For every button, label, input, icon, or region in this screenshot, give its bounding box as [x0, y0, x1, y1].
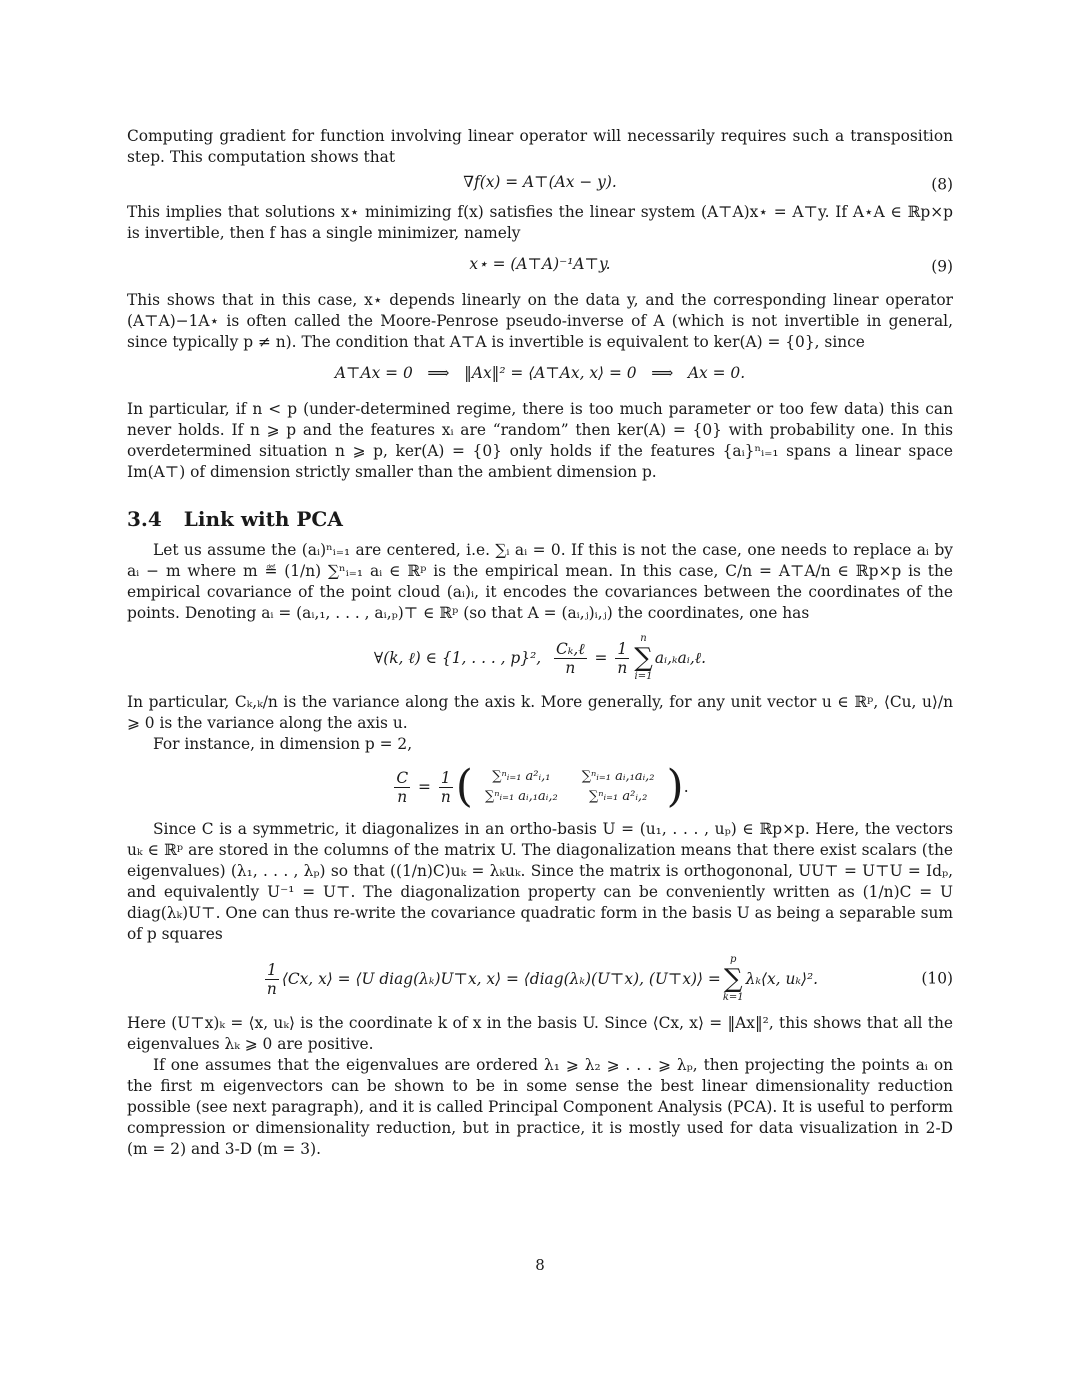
section-heading: [127, 509, 953, 530]
equation-9: [127, 254, 953, 280]
paragraph: Since C is a symmetric, it diagonalizes in an ortho-basis U = (u₁, . . . , uₚ) ∈ ℝp×p. Here, the vectors uₖ ∈ ℝᵖ are stored in the columns of the matrix U. The diagonalization means that there exist scalars (the eigenvalues) (λ₁, . . . , λₚ) so that ((1/n)C)uₖ = λₖuₖ. Since the matrix is orthogononal, UU⊤ = U⊤U = Idₚ, and equivalently U⁻¹ = U⊤. The diagonalization property can be conveniently written as (1/n)C = U diag(λₖ)U⊤. One can thus re-write the covariance quadratic form in the basis U as being a separable sum of p squares: [127, 820, 953, 943]
paragraph: Computing gradient for function involving linear operator will necessarily requires such a transposition step. This computation shows that: [127, 127, 953, 166]
equation-body: A⊤Ax = 0 ⟹ ‖Ax‖² = ⟨A⊤Ax, x⟩ = 0 ⟹ Ax = 0.: [334, 364, 746, 382]
section-number: 3.4: [127, 507, 162, 531]
paragraph: Let us assume the (aᵢ)ⁿᵢ₌₁ are centered, i.e. ∑ᵢ aᵢ = 0. If this is not the case, one needs to replace aᵢ by aᵢ − m where m ≝ (1/n) ∑ⁿᵢ₌₁ aᵢ ∈ ℝᵖ is the empirical mean. In this case, C/n = A⊤A/n ∈ ℝp×p is the empirical covariance of the point cloud (aᵢ)ᵢ, it encodes the covariances between the coordinates of the points. Denoting aᵢ = (aᵢ,₁, . . . , aᵢ,ₚ)⊤ ∈ ℝᵖ (so that A = (aᵢ,ⱼ)ᵢ,ⱼ) the coordinates, one has: [127, 541, 953, 622]
denominator: n: [266, 979, 277, 998]
paragraph: Here (U⊤x)ₖ = ⟨x, uₖ⟩ is the coordinate k of x in the basis U. Since ⟨Cx, x⟩ = ‖Ax‖², this shows that all the eigenvalues λₖ ⩾ 0 are positive.: [127, 1014, 953, 1053]
denominator: n: [397, 787, 408, 806]
equation-10: [127, 953, 953, 1005]
numerator: C: [396, 768, 409, 787]
equation-lhs: ∀(k, ℓ) ∈ {1, . . . , p}²,: [373, 648, 542, 667]
equation-term: λₖ⟨x, uₖ⟩².: [745, 969, 819, 988]
numerator: Cₖ,ℓ: [555, 639, 585, 658]
matrix-cell: ∑ⁿᵢ₌₁ a²ᵢ,₁: [492, 769, 551, 784]
equation-kernel: [127, 363, 953, 389]
paragraph: This implies that solutions x⋆ minimizing f(x) satisfies the linear system (A⊤A)x⋆ = A⊤y. If A⋆A ∈ ℝp×p is invertible, then f has a single minimizer, namely: [127, 203, 953, 242]
paragraph: If one assumes that the eigenvalues are ordered λ₁ ⩾ λ₂ ⩾ . . . ⩾ λₚ, then projecting the points aᵢ on the first m eigenvectors can be shown to be in some sense the best linear dimensionality reduction possible (see next paragraph), and it is called Principal Component Analysis (PCA). It is useful to perform compression or dimensionality reduction, but in practice, it is mostly used for data visualization in 2-D (m = 2) and 3-D (m = 3).: [127, 1056, 953, 1158]
fraction: [615, 640, 629, 677]
equation-number: (9): [931, 257, 953, 276]
fraction: [265, 961, 279, 998]
equation-number: (8): [931, 175, 953, 194]
sum-upper: p: [730, 954, 737, 965]
equation-body: x⋆ = (A⊤A)⁻¹A⊤y.: [469, 255, 611, 273]
numerator: 1: [617, 639, 628, 658]
equation-number: (10): [921, 969, 953, 988]
denominator: n: [440, 787, 451, 806]
denominator: n: [565, 658, 576, 677]
denominator: n: [617, 658, 628, 677]
equation-term: aᵢ,ₖaᵢ,ℓ.: [654, 648, 707, 667]
equation-body: ∇f(x) = A⊤(Ax − y).: [463, 173, 617, 191]
sum-symbol: n ∑ i=1: [634, 633, 653, 682]
equation-8: [127, 172, 953, 198]
section-title: Link with PCA: [183, 507, 343, 531]
matrix-cell: ∑ⁿᵢ₌₁ a²ᵢ,₂: [588, 789, 648, 804]
equation-matrix: $\frac{C}{n}$ = $\frac{1}{n}$ ( ∑ⁿᵢ₌₁ a²ᵢ,₁ ∑ⁿᵢ₌₁ aᵢ,₁aᵢ,₂ ∑ⁿᵢ₌₁ aᵢ,₁aᵢ,₂ ∑ⁿᵢ₌₁ a²ᵢ,₂ ) .: [396, 761, 689, 812]
sum-symbol: p ∑ k=1: [722, 954, 744, 1003]
fraction: [554, 640, 587, 677]
page-number: 8: [535, 1256, 545, 1274]
numerator: 1: [440, 768, 451, 787]
fraction: [439, 769, 453, 806]
paragraph: This shows that in this case, x⋆ depends linearly on the data y, and the corresponding linear operator (A⊤A)−1A⋆ is often called the Moore-Penrose pseudo-inverse of A (which is not invertible in general, since typically p ≠ n). The condition that A⊤A is invertible is equivalent to ker(A) = {0}, since: [127, 291, 953, 351]
sum-lower: k=1: [722, 992, 744, 1003]
sum-upper: n: [640, 633, 647, 644]
matrix: ( ∑ⁿᵢ₌₁ a²ᵢ,₁ ∑ⁿᵢ₌₁ aᵢ,₁aᵢ,₂ ∑ⁿᵢ₌₁ aᵢ,₁aᵢ,₂ ∑ⁿᵢ₌₁ a²ᵢ,₂ ): [455, 761, 684, 812]
sum-lower: i=1: [634, 671, 653, 682]
paragraph: For instance, in dimension p = 2,: [153, 735, 413, 753]
paragraph: In particular, Cₖ,ₖ/n is the variance along the axis k. More generally, for any unit vector u ∈ ℝᵖ, ⟨Cu, u⟩/n ⩾ 0 is the variance along the axis u.: [127, 693, 953, 732]
equation-lhs: ⟨Cx, x⟩ = ⟨U diag(λₖ)U⊤x, x⟩ = ⟨diag(λₖ)(U⊤x), (U⊤x)⟩ =: [281, 969, 721, 988]
fraction: [394, 769, 410, 806]
matrix-cell: ∑ⁿᵢ₌₁ aᵢ,₁aᵢ,₂: [581, 769, 655, 784]
equation-covariance: ∀(k, ℓ) ∈ {1, . . . , p}², $\frac{\text{Cₖ,ℓ}}{n}$ = $\frac{1}{n}$ n ∑ i=1 aᵢ,ₖaᵢ,ℓ.: [373, 633, 707, 682]
paragraph: In particular, if n < p (under-determined regime, there is too much parameter or too few data) this can never holds. If n ⩾ p and the features xᵢ are “random” then ker(A) = {0} with probability one. In this overdetermined situation n ⩾ p, ker(A) = {0} only holds if the features {aᵢ}ⁿᵢ₌₁ spans a linear space Im(A⊤) of dimension strictly smaller than the ambient dimension p.: [127, 400, 954, 481]
page-content: [127, 126, 953, 1160]
numerator: 1: [266, 960, 277, 979]
matrix-cell: ∑ⁿᵢ₌₁ aᵢ,₁aᵢ,₂: [484, 789, 558, 804]
